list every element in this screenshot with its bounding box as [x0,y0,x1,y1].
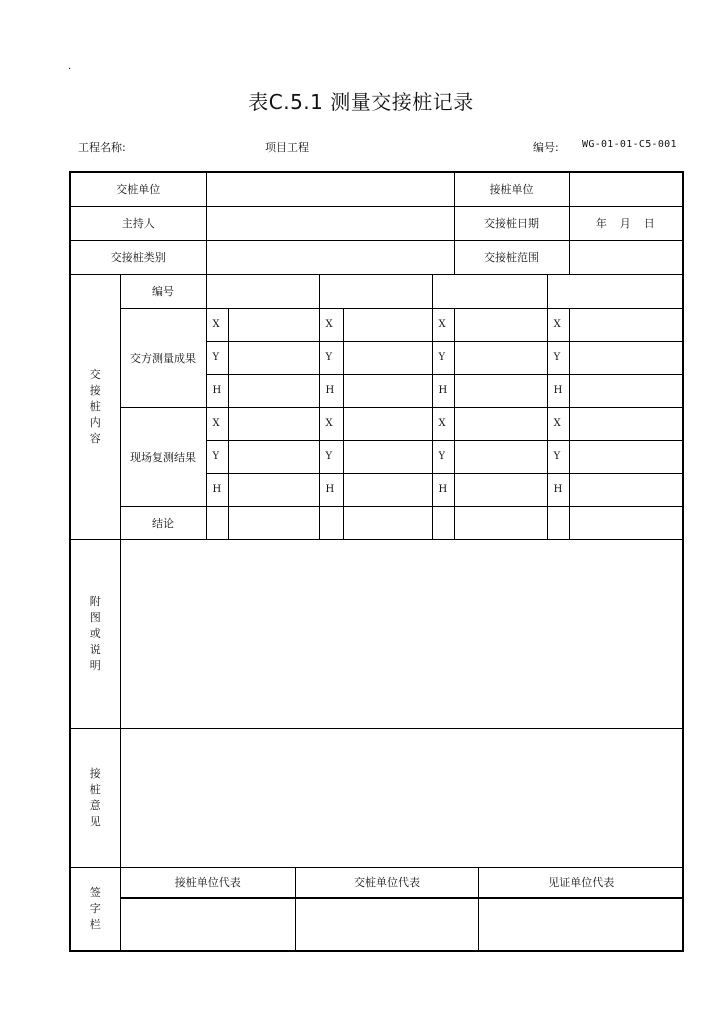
recheck-y-label-2: Y [319,440,343,473]
recheck-x-field-4[interactable] [569,407,683,440]
content-section-text: 交 接 桩 内 容 [89,367,101,445]
conclusion-mark-2[interactable] [319,506,343,539]
recheck-y-label-4: Y [547,440,569,473]
handover-rep-signature[interactable] [296,898,479,950]
recheck-x-label-1: X [206,407,228,440]
signature-grid [120,867,683,951]
code-value[interactable]: WG-01-01-C5-001 [582,139,677,150]
recheck-y-label-3: Y [432,440,454,473]
recheck-result-label: 现场复测结果 [120,407,206,506]
measure-y-label-2: Y [319,341,343,374]
recheck-x-label-4: X [547,407,569,440]
page-title: 表C.5.1 测量交接桩记录 [248,90,474,114]
scope-field[interactable] [569,240,683,274]
measure-x-field-4[interactable] [569,308,683,341]
recheck-h-field-3[interactable] [454,473,547,506]
opinion-section-label [70,728,120,867]
date-field[interactable]: 年 月 日 [569,206,683,240]
recheck-x-field-2[interactable] [343,407,432,440]
handover-record-table [69,171,684,952]
signature-table [121,868,684,950]
receiving-rep-signature[interactable] [121,898,296,950]
measure-h-field-1[interactable] [228,374,319,407]
recheck-y-label-1: Y [206,440,228,473]
recheck-x-field-1[interactable] [228,407,319,440]
measure-y-label-1: Y [206,341,228,374]
attachment-section-label [70,539,120,728]
opinion-field[interactable] [120,728,683,867]
measure-h-field-2[interactable] [343,374,432,407]
measure-x-field-2[interactable] [343,308,432,341]
date-label: 交接桩日期 [454,206,569,240]
conclusion-field-1[interactable] [228,506,319,539]
number-field-4[interactable] [547,274,683,308]
number-field-1[interactable] [206,274,319,308]
recheck-y-field-1[interactable] [228,440,319,473]
measure-y-field-4[interactable] [569,341,683,374]
measure-h-field-4[interactable] [569,374,683,407]
handover-unit-field[interactable] [206,172,454,206]
measure-x-label-1: X [206,308,228,341]
witness-rep-label: 见证单位代表 [479,868,684,898]
measure-y-field-1[interactable] [228,341,319,374]
recheck-y-field-2[interactable] [343,440,432,473]
receiving-unit-label [454,172,569,206]
host-field[interactable] [206,206,454,240]
signature-section-label [70,867,120,951]
measure-h-label-1: H [206,374,228,407]
project-name-label: 工程名称: [78,141,126,154]
conclusion-mark-1[interactable] [206,506,228,539]
handover-unit-label: 交桩单位 [70,172,206,206]
measure-y-label-3: Y [432,341,454,374]
measure-x-field-1[interactable] [228,308,319,341]
scope-label: 交接桩范围 [454,240,569,274]
conclusion-mark-4[interactable] [547,506,569,539]
receiving-unit-label-text: 接桩单位 [489,183,534,197]
receiving-unit-field[interactable] [569,172,683,206]
recheck-h-field-4[interactable] [569,473,683,506]
measure-x-label-4: X [547,308,569,341]
conclusion-label: 结论 [120,506,206,539]
recheck-h-label-2: H [319,473,343,506]
conclusion-field-3[interactable] [454,506,547,539]
recheck-h-label-3: H [432,473,454,506]
measure-h-field-3[interactable] [454,374,547,407]
measure-result-label: 交方测量成果 [120,308,206,407]
number-label: 编号 [120,274,206,308]
measure-y-label-4: Y [547,341,569,374]
measure-y-field-3[interactable] [454,341,547,374]
attachment-field[interactable] [120,539,683,728]
measure-x-label-3: X [432,308,454,341]
number-field-3[interactable] [432,274,547,308]
category-field[interactable] [206,240,454,274]
attachment-section-text: 附 图 或 说 明 [89,594,101,672]
recheck-h-field-2[interactable] [343,473,432,506]
conclusion-field-4[interactable] [569,506,683,539]
recheck-y-field-3[interactable] [454,440,547,473]
measure-y-field-2[interactable] [343,341,432,374]
measure-h-label-3: H [432,374,454,407]
conclusion-field-2[interactable] [343,506,432,539]
measure-x-label-2: X [319,308,343,341]
content-section-label [70,274,120,539]
category-label: 交接桩类别 [70,240,206,274]
recheck-y-field-4[interactable] [569,440,683,473]
recheck-h-field-1[interactable] [228,473,319,506]
measure-x-field-3[interactable] [454,308,547,341]
recheck-x-label-2: X [319,407,343,440]
conclusion-mark-3[interactable] [432,506,454,539]
recheck-x-label-3: X [432,407,454,440]
measure-h-label-4: H [547,374,569,407]
recheck-h-label-4: H [547,473,569,506]
handover-rep-label: 交桩单位代表 [296,868,479,898]
opinion-section-text: 接 桩 意 见 [89,766,101,828]
witness-rep-signature[interactable] [479,898,684,950]
host-label: 主持人 [70,206,206,240]
code-label: 编号: [533,141,559,154]
corner-dot: . [68,61,72,72]
project-name-value[interactable]: 项目工程 [265,141,309,154]
receiving-rep-label: 接桩单位代表 [121,868,296,898]
recheck-h-label-1: H [206,473,228,506]
number-field-2[interactable] [319,274,432,308]
measure-h-label-2: H [319,374,343,407]
recheck-x-field-3[interactable] [454,407,547,440]
signature-section-text: 签 字 栏 [89,885,101,931]
